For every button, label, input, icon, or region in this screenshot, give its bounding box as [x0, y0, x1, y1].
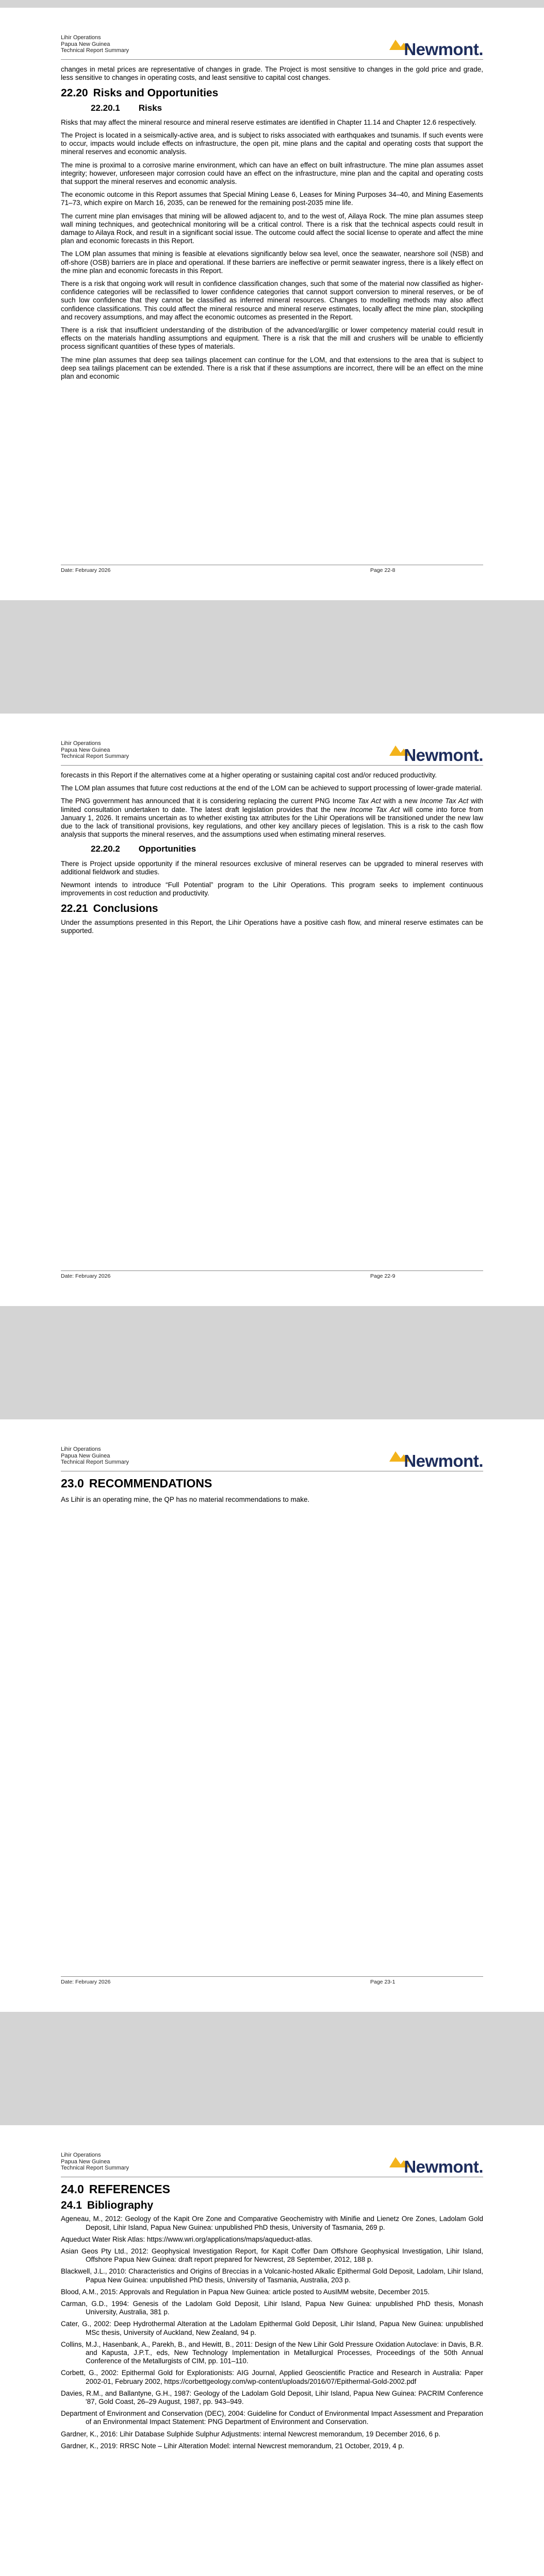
page-number: Page 23-1 [370, 1979, 395, 1985]
text-run: with a new [381, 797, 420, 805]
newmont-logo [385, 2155, 483, 2176]
paragraph: The economic outcome in this Report assumes that Special Mining Lease 6, Leases for Mining Purposes 34–40, and Mining Easements 71–73, which expire on March 16, 2035, can be renewed for the remaining post-2035 mine life. [61, 191, 483, 207]
section-title: Bibliography [87, 2199, 154, 2212]
subsection-number: 22.20.1 [91, 103, 120, 113]
paragraph: changes in metal prices are representative of changes in grade. The Project is most sensitive to changes in the gold price and grade, less sensitive to changes in operating costs, and least sensitive to capital cost changes. [61, 65, 483, 82]
act-name: Income Tax Act [420, 797, 469, 805]
section-number: 22.20 [61, 87, 88, 99]
section-heading [61, 89, 483, 97]
newmont-logo [385, 1449, 483, 1470]
paragraph: There is a risk that insufficient understanding of the distribution of the advanced/argillic or lower competency material could result in effects on the materials handling assumptions and equipment. There is a risk that the mill and crushers will be unable to efficiently process significant quantities of these types of materials. [61, 326, 483, 351]
reference-entry: Department of Environment and Conservation (DEC), 2004: Guideline for Conduct of Environmental Impact Assessment and Preparation of an Environmental Impact Statement: PNG Department of Environment and Conservation. [61, 2410, 483, 2426]
footer-date: Date: February 2026 [61, 567, 111, 573]
header-text [61, 740, 129, 760]
paragraph: The LOM plan assumes that mining is feasible at elevations significantly below sea level, once the seawater, nearshore soil (NSB) and off-shore (OSB) barriers are in place and operational. If these barriers are ineffective or permit seawater ingress, there is a likely effect on the mine plan and economic forecasts in this Report. [61, 250, 483, 275]
subsection-title: Opportunities [138, 844, 196, 854]
subsection-title: Risks [138, 103, 162, 113]
page-footer [61, 1976, 483, 1986]
header-doc-title: Technical Report Summary [61, 47, 129, 54]
reference-entry: Blackwell, J.L., 2010: Characteristics and Origins of Breccias in a Volcanic-hosted Alkalic Epithermal Gold Deposit, Ladolam, Lihir Island, Papua New Guinea: unpublished PhD thesis, University of Tasmania, Australia, 203 p. [61, 2267, 483, 2284]
page-23-1 [0, 1419, 544, 2012]
page-body [61, 771, 483, 940]
header-text [61, 1446, 129, 1466]
section-heading [61, 2201, 483, 2210]
logo-wordmark: Newmont. [404, 40, 483, 59]
header-text [61, 2152, 129, 2172]
subsection-heading [91, 845, 483, 853]
footer-date: Date: February 2026 [61, 1979, 111, 1985]
header-country: Papua New Guinea [61, 747, 110, 753]
paragraph: Risks that may affect the mineral resource and mineral reserve estimates are identified in Chapter 11.14 and Chapter 12.6 respectively. [61, 118, 476, 126]
newmont-logo [385, 743, 483, 764]
reference-entry: Gardner, K., 2016: Lihir Database Sulphide Sulphur Adjustments: internal Newcrest memorandum, 19 December 2016, 6 p. [61, 2430, 441, 2438]
section-heading [61, 905, 483, 913]
paragraph: There is Project upside opportunity if the mineral resources exclusive of mineral reserves can be upgraded to mineral reserves with additional fieldwork and studies. [61, 859, 483, 876]
page-header [61, 35, 483, 60]
newmont-logo [385, 38, 483, 58]
act-name: Tax Act [357, 797, 381, 805]
act-name: Income Tax Act [350, 805, 400, 814]
page-number: Page 22-9 [370, 1273, 395, 1279]
paragraph: The mine is proximal to a corrosive marine environment, which can have an effect on built infrastructure. The mine plan assumes asset integrity; however, unforeseen major corrosion could have an effect on the infrastructure, mine plan and the capital and operating costs that support the mineral reserves and economic analysis. [61, 161, 483, 186]
reference-entry: Davies, R.M., and Ballantyne, G.H., 1987: Geology of the Ladolam Gold Deposit, Lihir Island, Papua New Guinea: PACRIM Conference '87, Gold Coast, 26–29 August, 1987, pp. 943–949. [61, 2389, 483, 2406]
header-company: Lihir Operations [61, 740, 101, 747]
paragraph: The LOM plan assumes that future cost reductions at the end of the LOM can be achieved to support processing of lower-grade material. [61, 784, 483, 792]
paragraph: Newmont intends to introduce “Full Potential” program to the Lihir Operations. This program seeks to implement continuous improvements in cost reduction and productivity. [61, 881, 483, 897]
paragraph: forecasts in this Report if the alternatives come at a higher operating or sustaining capital cost and/or reduced productivity. [61, 771, 437, 779]
reference-entry: Asian Geos Pty Ltd., 2012: Geophysical Investigation Report, for Kapit Coffer Dam Offshore Geophysical Investigation, Lihir Island, Offshore Papua New Guinea: draft report prepared for Newcrest, 28 September, 2012, 188 p. [61, 2247, 483, 2264]
page-22-9 [0, 714, 544, 1306]
reference-entry: Blood, A.M., 2015: Approvals and Regulation in Papua New Guinea: article posted to AusIMM website, December 2015. [61, 2287, 430, 2296]
footer-date: Date: February 2026 [61, 1273, 111, 1279]
header-doc-title: Technical Report Summary [61, 1459, 129, 1465]
header-country: Papua New Guinea [61, 1452, 110, 1459]
subsection-heading [91, 104, 483, 112]
paragraph-tax-act [61, 797, 483, 839]
page-body [61, 2183, 483, 2454]
header-company: Lihir Operations [61, 1446, 101, 1452]
section-number: 22.21 [61, 903, 88, 915]
page-footer [61, 565, 483, 574]
reference-entry: Carman, G.D., 1994: Genesis of the Ladolam Gold Deposit, Lihir Island, Papua New Guinea: unpublished PhD thesis, Monash University, Australia, 381 p. [61, 2300, 483, 2316]
chapter-number: 23.0 [61, 1477, 84, 1490]
header-doc-title: Technical Report Summary [61, 2165, 129, 2171]
subsection-number: 22.20.2 [91, 844, 120, 854]
reference-entry: Ageneau, M., 2012: Geology of the Kapit Ore Zone and Comparative Geochemistry with Minifie and Lienetz Ore Zones, Ladolam Gold Deposit, Lihir Island, Papua New Guinea: unpublished PhD thesis, University of Tasmania, 269 p. [61, 2215, 483, 2231]
logo-wordmark: Newmont. [404, 1451, 483, 1470]
header-doc-title: Technical Report Summary [61, 753, 129, 759]
paragraph: The mine plan assumes that deep sea tailings placement can continue for the LOM, and that extensions to the area that is subject to deep sea tailings placement can be extended. There is a risk that if these assumptions are incorrect, there will be an effect on the mine plan and economic [61, 355, 483, 381]
paragraph: As Lihir is an operating mine, the QP has no material recommendations to make. [61, 1496, 310, 1504]
logo-wordmark: Newmont. [404, 745, 483, 765]
header-text [61, 35, 129, 54]
header-company: Lihir Operations [61, 2152, 101, 2158]
paragraph: The Project is located in a seismically-active area, and is subject to risks associated with earthquakes and tsunamis. If such events were to occur, impacts would include effects on infrastructure, the open pit, mine plans and the capital and operating costs that support the mineral reserves and economic analysis. [61, 131, 483, 156]
section-number: 24.1 [61, 2199, 82, 2212]
page-header [61, 740, 483, 766]
reference-entry: Gardner, K., 2019: RRSC Note – Lihir Alteration Model: internal Newcrest memorandum, 21 October, 2019, 4 p. [61, 2442, 404, 2450]
header-country: Papua New Guinea [61, 2158, 110, 2165]
chapter-title: REFERENCES [89, 2182, 170, 2196]
chapter-heading [61, 2182, 483, 2196]
paragraph: There is a risk that ongoing work will result in confidence classification changes, such that some of the material now classified as higher-confidence categories will be reclassified to lower confidence categories that cannot support conversion to mineral reserves, or be of such low confidence that they cannot be classified as inferred mineral resources. Changes to modelling methods may also affect confidence classifications. This could affect the mineral resource and mineral reserve estimates, locally affect the mine plan, stockpiling and recovery assumptions, and may affect the economic outcomes as presented in the Report. [61, 280, 483, 321]
logo-wordmark: Newmont. [404, 2157, 483, 2176]
paragraph: The current mine plan envisages that mining will be allowed adjacent to, and to the west of, Ailaya Rock. The mine plan assumes steep wall mining techniques, and geotechnical monitoring will be a critical control. There is a risk that the technical aspects could result in damage to Ailaya Rock, and result in a significant social issue. The outcome could affect the social license to operate and affect the mine plan and economic forecasts in this Report. [61, 212, 483, 245]
header-company: Lihir Operations [61, 35, 101, 41]
page-22-8 [0, 8, 544, 600]
header-country: Papua New Guinea [61, 41, 110, 47]
chapter-number: 24.0 [61, 2182, 84, 2196]
paragraph: Under the assumptions presented in this Report, the Lihir Operations have a positive cash flow, and mineral reserve estimates can be supported. [61, 918, 483, 935]
chapter-heading [61, 1477, 483, 1490]
page-header [61, 2152, 483, 2177]
page-number: Page 22-8 [370, 567, 395, 573]
page-header [61, 1446, 483, 1471]
text-run: will come into force from January 1, 2026. It remains uncertain as to whether existing tax attributes for the Lihir Operations will be transitioned under the new law due to the lack of transitional provisions, key regulations, and other key ancillary pieces of legislation. This is a risk to the cash flow analysis that supports the mineral reserves, and the assumptions used when estimating mineral reserves. [61, 805, 483, 839]
section-title: Risks and Opportunities [93, 87, 219, 99]
chapter-title: RECOMMENDATIONS [89, 1477, 212, 1490]
reference-entry: Corbett, G., 2002: Epithermal Gold for Explorationists: AIG Journal, Applied Geoscientific Practice and Research in Australia: Paper 2002-01, February 2002, https://corbettgeology.com/wp-content/uploads/2016/07/Epithermal-Gold-2002.pdf [61, 2369, 483, 2385]
reference-entry: Collins, M.J., Hasenbank, A., Parekh, B., and Hewitt, B., 2011: Design of the New Lihir Gold Pressure Oxidation Autoclave: in Davis, B.R. and Kapusta, J.P.T., eds, New Technology Implementation in Metallurgical Processes, Proceedings of the 50th Annual Conference of the Metallurgists of CIM, pp. 101–110. [61, 2340, 483, 2365]
text-run: The PNG government has announced that it is considering replacing the current PNG Income [61, 797, 358, 805]
reference-entry: Aqueduct Water Risk Atlas: https://www.wri.org/applications/maps/aqueduct-atlas. [61, 2235, 312, 2243]
page-body [61, 65, 483, 385]
reference-entry: Cater, G., 2002: Deep Hydrothermal Alteration at the Ladolam Epithermal Gold Deposit, Lihir Island, Papua New Guinea: unpublished MSc thesis, University of Auckland, New Zealand, 94 p. [61, 2320, 483, 2336]
section-title: Conclusions [93, 903, 158, 915]
text-run: with limited consultation undertaken to date. The latest draft legislation provides that the new [61, 797, 483, 814]
page-body [61, 1477, 483, 1509]
page-24-1 [0, 2125, 544, 2576]
page-footer [61, 1270, 483, 1280]
